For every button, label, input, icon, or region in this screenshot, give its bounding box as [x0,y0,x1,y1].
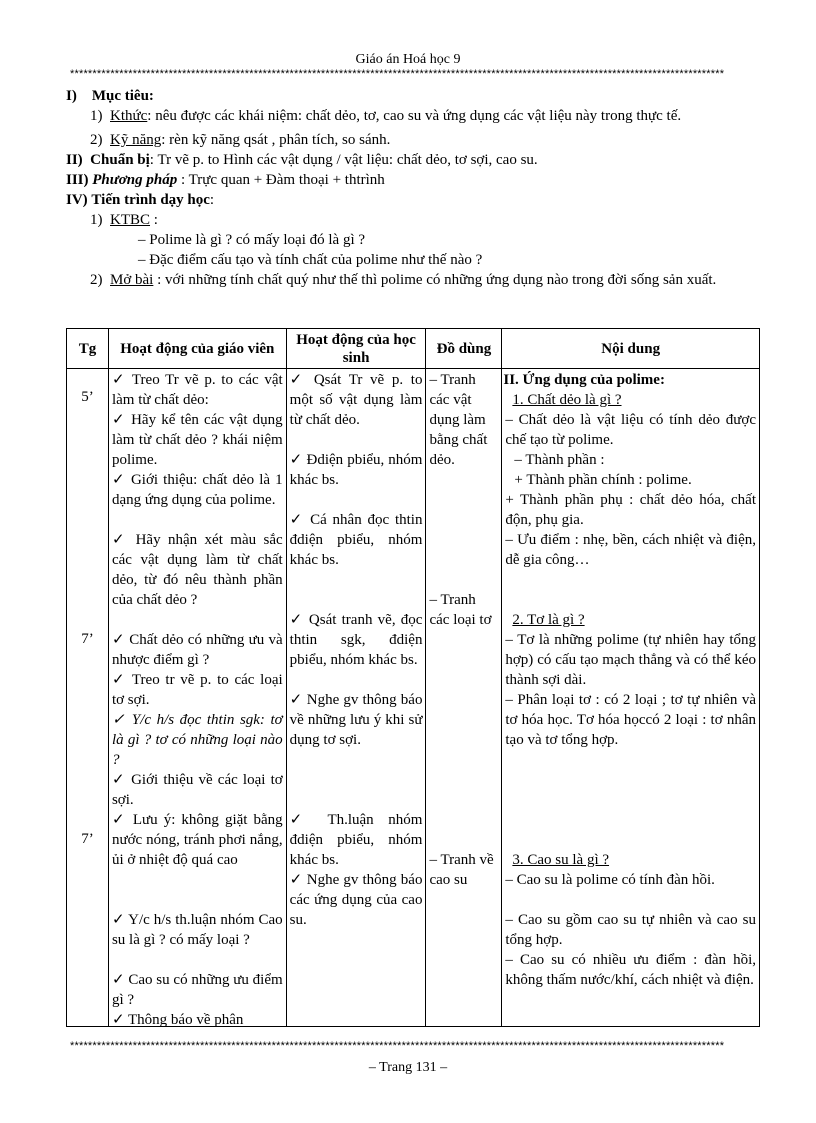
content-heading-fiber: 2. Tơ là gì ? [512,612,585,628]
student-step: ✓ Th.luận nhóm đdiện pbiểu, nhóm khác bs. [289,812,423,868]
ktbc-question-1: – Polime là gì ? có mấy loại đó là gì ? [138,232,366,248]
content-cell [502,369,760,1027]
page-footer: – Trang 131 – [368,1060,448,1075]
item-number: 1) [90,108,103,124]
content-paragraph: – Thành phần : [514,452,605,468]
content-title: II. Ứng dụng của polime: [503,372,665,388]
time-value: 7’ [81,631,94,647]
content-paragraph: – Tơ là những polime (tự nhiên hay tổng hợp) có cấu tạo mạch thẳng và có thể kéo thành sợi dài. [505,632,756,688]
materials-cell [426,369,502,1027]
content-paragraph: – Cao su gồm cao su tự nhiên và cao su tổng hợp. [505,912,756,948]
section-text: : Tr vẽ p. to Hình các vật dụng / vật liệu: chất dẻo, tơ sợi, cao su. [149,152,538,168]
teacher-step: ✓ Thông báo về phân [111,1012,244,1028]
material-item: – Tranh về cao su [429,852,494,888]
section-4-heading [66,190,778,210]
content-paragraph: – Chất dẻo là vật liệu có tính dẻo được chế tạo từ polime. [505,412,756,448]
student-step: ✓ Nghe gv thông báo các ứng dụng của cao su. [289,872,423,928]
item-label: KTBC [110,212,151,228]
student-step: ✓ Qsát Tr vẽ p. to một số vật dụng làm từ chất dẻo. [289,372,423,428]
content-paragraph: – Cao su có nhiều ưu điểm : đàn hồi, không thấm nước/khí, cách nhiệt và điện. [505,952,756,988]
teacher-step: ✓ Chất dẻo có những ưu và nhược điểm gì ? [111,632,283,668]
intro [66,270,778,290]
time-cell [67,369,109,1027]
material-item: – Tranh các vật dụng làm bằng chất dẻo. [429,372,488,468]
teacher-step: ✓ Treo Tr vẽ p. to các vật làm từ chất dẻo: [111,372,283,408]
item-number: 2) [90,132,103,148]
section-title: Phương pháp [92,172,178,188]
item-text: : rèn kỹ năng qsát , phân tích, so sánh. [161,132,391,148]
colon: : [209,192,215,208]
header-time: Tg [67,329,109,369]
section-title: Chuẩn bị [90,152,150,168]
section-number: I) [66,88,77,104]
colon: : [153,212,158,228]
item-number: 1) [90,212,103,228]
teacher-step: ✓ Giới thiệu về các loại tơ sợi. [111,772,283,808]
teacher-step: ✓ Lưu ý: không giặt bằng nước nóng, tránh phơi nắng, ủi ở nhiệt độ quá cao [111,812,283,868]
content-paragraph: + Thành phần chính : polime. [514,472,692,488]
content-heading-rubber: 3. Cao su là gì ? [512,852,610,868]
table-header-row [67,329,760,369]
item-number: 2) [90,272,103,288]
teacher-activity-cell [108,369,286,1027]
section-1-heading [66,86,778,106]
objective-skills [66,130,778,150]
item-label: Kthức [110,108,148,124]
material-item: – Tranh các loại tơ [429,592,492,628]
section-3 [66,170,778,190]
time-value: 5’ [81,389,94,405]
bottom-separator: ************************************************************************************************************************************************** [70,1040,725,1052]
teacher-step: ✓ Y/c h/s đọc thtin sgk: tơ là gì ? tơ có những loại nào ? [111,712,283,768]
header-content: Nội dung [502,329,760,369]
section-number: III) [66,172,89,188]
content-paragraph: + Thành phần phụ : chất dẻo hóa, chất độn, phụ gia. [505,492,756,528]
section-title: Tiến trình dạy học [91,192,210,208]
ktbc-question-2: – Đặc điểm cấu tạo và tính chất của polime như thế nào ? [138,252,483,268]
header-teacher-activity: Hoạt động của giáo viên [108,329,286,369]
page-header: Giáo án Hoá học 9 [355,52,461,67]
objective-knowledge [66,106,778,126]
header-student-activity: Hoạt động của học sinh [286,329,426,369]
ktbc-heading [66,210,778,230]
teacher-step: ✓ Hãy nhận xét màu sắc các vật dụng làm từ chất dẻo, từ đó nêu thành phần của chất dẻo ? [111,532,283,608]
time-value: 7’ [81,831,94,847]
student-step: ✓ Nghe gv thông báo về những lưu ý khi sử dụng tơ sợi. [289,692,423,748]
teacher-step: ✓ Hãy kể tên các vật dụng làm từ chất dẻo ? khái niệm polime. [111,412,283,468]
section-title: Mục tiêu: [91,88,154,104]
content-heading-plastic: 1. Chất dẻo là gì ? [512,392,622,408]
teacher-step: ✓ Y/c h/s th.luận nhóm Cao su là gì ? có mấy loại ? [111,912,283,948]
item-text: : nêu được các khái niệm: chất dẻo, tơ, cao su và ứng dụng các vật liệu này trong thực tế. [147,108,682,124]
student-step: ✓ Cá nhân đọc thtin đdiện pbiểu, nhóm khác bs. [289,512,423,568]
teacher-step: ✓ Treo tr vẽ p. to các loại tơ sợi. [111,672,283,708]
section-number: II) [66,152,83,168]
lesson-table [66,328,760,1027]
content-paragraph: – Ưu điểm : nhẹ, bền, cách nhiệt và điện, dễ gia công… [505,532,756,568]
student-step: ✓ Qsát tranh vẽ, đọc thtin sgk, đdiện pbiểu, nhóm khác bs. [289,612,423,668]
section-text: : Trực quan + Đàm thoại + thtrình [181,172,385,188]
student-activity-cell [286,369,426,1027]
item-text: : với những tính chất quý như thế thì polime có những ứng dụng nào trong đời sống sản xuất. [157,272,717,288]
item-label: Mở bài [110,272,154,288]
header-materials: Đồ dùng [426,329,502,369]
top-separator: ************************************************************************************************************************************************** [70,68,725,80]
item-label: Kỹ năng [110,132,162,148]
section-number: IV) [66,192,88,208]
content-paragraph: – Cao su là polime có tính đàn hồi. [505,872,715,888]
document-body [66,86,778,290]
teacher-step: ✓ Cao su có những ưu điểm gì ? [111,972,283,1008]
student-step: ✓ Đdiện pbiểu, nhóm khác bs. [289,452,423,488]
teacher-step: ✓ Giới thiệu: chất dẻo là 1 dạng ứng dụng của polime. [111,472,283,508]
content-paragraph: – Phân loại tơ : có 2 loại ; tơ tự nhiên và tơ hóa học. Tơ hóa họccó 2 loại : tơ nhân tạo và tơ tổng hợp. [505,692,756,748]
section-2 [66,150,778,170]
table-row [67,369,760,1027]
